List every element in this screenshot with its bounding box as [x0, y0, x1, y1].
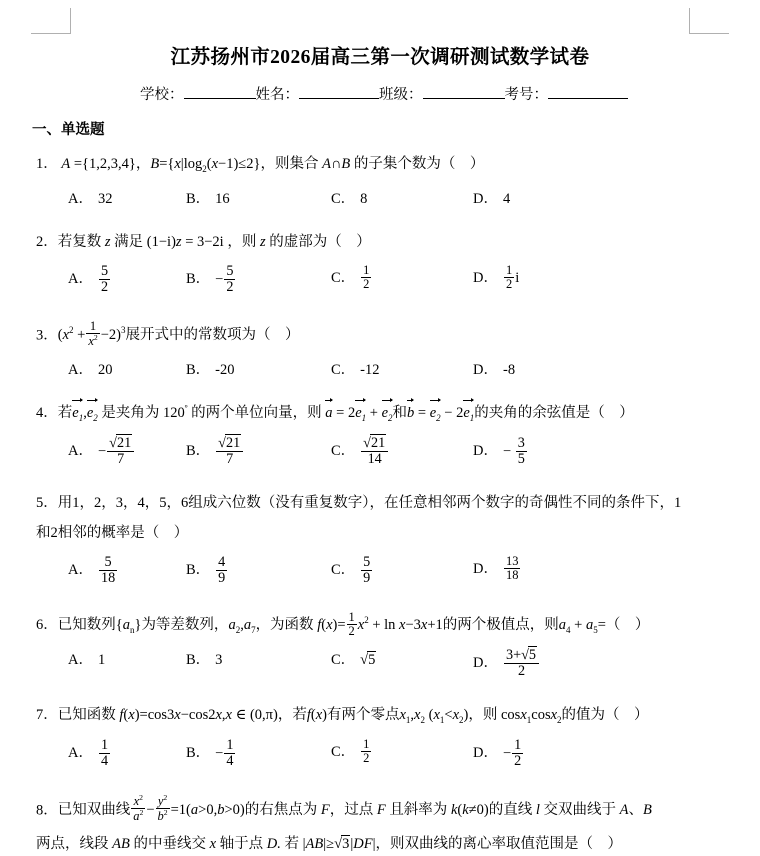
question-4-options — [36, 436, 760, 478]
question-6-option-d[interactable]: D． $\frac{3+√5}{2}$ — [473, 648, 540, 679]
question-6 — [36, 611, 726, 638]
question-6-option-b[interactable]: B． 3 — [186, 651, 223, 668]
question-2-option-c[interactable]: C． $\frac{1}{2}$ — [331, 262, 370, 291]
question-4 — [36, 402, 726, 426]
vector-a-icon: a — [325, 402, 332, 424]
class-blank[interactable] — [423, 98, 505, 99]
question-4-stem: 若$e_1,e_2$ 是夹角为 $120^º$ 的两个单位向量，则 $a = 2e_1 + e_2$和$b = e_2 - 2e_1$的夹角的余弦值是（ ） — [58, 405, 634, 421]
question-4-option-c[interactable]: C． $\frac{√21}{14}$ — [331, 436, 389, 467]
question-1-number: 1． — [36, 156, 58, 173]
question-5-number: 5． — [36, 494, 58, 511]
vector-b-icon: b — [407, 402, 414, 424]
question-4-number: 4． — [36, 404, 58, 421]
school-label: 学校： — [140, 87, 184, 104]
question-2-options — [36, 264, 760, 306]
student-info-line — [0, 83, 760, 104]
question-6-option-a[interactable]: A． 1 — [68, 651, 106, 668]
question-2-option-a[interactable]: A． $\frac{5}{2}$ — [68, 262, 109, 295]
question-1-option-c[interactable]: C． 8 — [331, 191, 368, 208]
question-6-stem: 已知数列$\{a_n\}$为等差数列，$a_2,a_7$，为函数 f(x)= $\frac{1}{2}$ $x^2 + \ln x-3x+1$的两个极值点，则$a_4 + a_5=$（ ） — [57, 609, 650, 638]
question-7-option-d[interactable]: D． − $\frac{1}{2}$ — [473, 736, 522, 769]
school-blank[interactable] — [184, 98, 256, 99]
name-blank[interactable] — [299, 98, 379, 99]
question-5-option-a[interactable]: A． $\frac{5}{18}$ — [68, 553, 116, 586]
question-5-option-c[interactable]: C． $\frac{5}{9}$ — [331, 553, 371, 586]
question-3-number: 3． — [36, 326, 58, 343]
question-5-option-d[interactable]: D． $\frac{13}{18}$ — [473, 553, 519, 582]
question-4-option-a[interactable]: A． − $\frac{√21}{7}$ — [68, 436, 135, 467]
question-2-stem: 若复数 z 满足 (1−i)z = 3−2i ，则 z 的虚部为（ ） — [57, 234, 371, 251]
question-7-options — [36, 738, 760, 780]
question-2-option-d[interactable]: D． $\frac{1}{2}$ i — [473, 262, 520, 291]
question-2-option-b[interactable]: B． − $\frac{5}{2}$ — [186, 262, 234, 295]
question-6-option-c[interactable]: C． √5 — [331, 651, 376, 668]
question-6-number: 6． — [36, 616, 58, 633]
question-4-option-b[interactable]: B． $\frac{√21}{7}$ — [186, 436, 244, 467]
question-3-stem: ($x^2$ + $\frac{1}{x^2}$ −2)$^3$展开式中的常数项为（ ） — [57, 318, 300, 348]
question-7-stem: 已知函数 f(x)=cos3x−cos2x,x ∈ (0,π)，若f(x)有两个零点$x_1,x_2$ $(x_1<x_2)$，则 cosx$_1$cosx$_2$的值为（ ） — [57, 706, 649, 725]
question-8 — [36, 794, 726, 823]
page-title: 江苏扬州市2026届高三第一次调研测试数学试卷 — [170, 47, 590, 68]
question-4-option-d[interactable]: D． − $\frac{3}{5}$ — [473, 434, 525, 467]
question-7-option-a[interactable]: A． $\frac{1}{4}$ — [68, 736, 109, 769]
class-label: 班级： — [379, 87, 423, 104]
question-7-option-b[interactable]: B． − $\frac{1}{4}$ — [186, 736, 234, 769]
question-1-options — [36, 187, 760, 217]
examid-blank[interactable] — [548, 98, 628, 99]
question-3-options — [36, 358, 760, 388]
question-7-option-c[interactable]: C． $\frac{1}{2}$ — [331, 736, 370, 765]
question-2 — [36, 231, 726, 253]
question-8-line2-wrap — [36, 833, 726, 855]
question-1-option-d[interactable]: D． 4 — [473, 191, 511, 208]
question-5-stem-line2-wrap — [36, 522, 726, 544]
examid-label: 考号： — [504, 87, 548, 104]
question-5-options — [36, 555, 760, 597]
question-1-option-a[interactable]: A． 32 — [68, 191, 113, 208]
question-5-stem-line1: 用1，2，3，4，5，6组成六位数（没有重复数字），在任意相邻两个数字的奇偶性不同的条件下，1 — [57, 494, 682, 511]
question-1-stem: A ={1,2,3,4}，$B=\{x|\log_2(x-1)\le 2\}$，则集合 A∩B 的子集个数为（ ） — [57, 156, 485, 175]
question-7-number: 7． — [36, 706, 58, 723]
question-1 — [36, 153, 726, 177]
vector-e1-icon: $e_1$ — [72, 402, 83, 426]
question-7 — [36, 704, 726, 728]
question-8-stem-line1: 已知双曲线 $\frac{x^2}{a^2}$ − $\frac{y^2}{b^2}$ =1(a>0,b>0)的右焦点为 F，过点 F 且斜率为 k(k≠0)的直线 l 交双曲线于 A、B — [57, 792, 652, 824]
question-8-stem-line2: 两点，线段 AB 的中垂线交 x 轴于点 D. 若 |AB|≥√3|DF|，则双曲线的离心率取值范围是（ ） — [36, 836, 623, 853]
question-8-number: 8． — [36, 802, 58, 819]
question-3-option-a[interactable]: A． 20 — [68, 361, 113, 378]
question-3-option-c[interactable]: C． -12 — [331, 361, 380, 378]
question-2-number: 2． — [36, 234, 58, 251]
name-label: 姓名： — [255, 87, 299, 104]
question-6-options — [36, 648, 760, 690]
question-3-option-b[interactable]: B． -20 — [186, 361, 235, 378]
question-3 — [36, 320, 726, 348]
question-5 — [36, 492, 726, 514]
section-heading: 一、单选题 — [32, 122, 105, 139]
question-3-option-d[interactable]: D． -8 — [473, 361, 516, 378]
question-5-stem-line2: 和2相邻的概率是（ ） — [36, 525, 189, 542]
question-5-option-b[interactable]: B． $\frac{4}{9}$ — [186, 553, 226, 586]
question-1-option-b[interactable]: B． 16 — [186, 191, 230, 208]
vector-e2-icon: $e_2$ — [87, 402, 98, 426]
